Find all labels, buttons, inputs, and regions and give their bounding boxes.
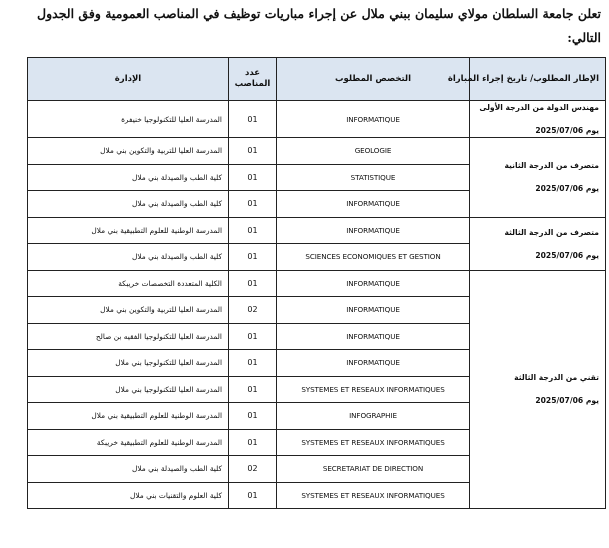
exam-date: يوم 2025/07/06 — [535, 250, 599, 260]
post-count-cell: 01 — [229, 403, 277, 430]
recruitment-table — [27, 57, 606, 509]
administration-cell: المدرسة الوطنية للعلوم التطبيقية بني ملال — [28, 403, 229, 430]
administration-cell: المدرسة العليا للتربية والتكوين بني ملال — [28, 138, 229, 165]
specialty-cell: SYSTEMES ET RESEAUX INFORMATIQUES — [277, 482, 470, 509]
frame-date-cell — [470, 138, 606, 218]
header-count-line-1: عدد — [244, 68, 261, 78]
post-count-cell: 01 — [229, 270, 277, 297]
announcement-intro — [26, 2, 601, 50]
table-row — [28, 101, 606, 138]
post-count-cell: 02 — [229, 297, 277, 324]
table-body — [28, 101, 606, 509]
table-row — [28, 270, 606, 297]
post-count-cell: 01 — [229, 138, 277, 165]
specialty-cell: SECRETARIAT DE DIRECTION — [277, 456, 470, 483]
header-count-line-2: المناصب — [234, 79, 271, 89]
header-specialty: التخصص المطلوب — [277, 58, 470, 101]
frame-date-cell — [470, 270, 606, 509]
administration-cell: المدرسة العليا للتربية والتكوين بني ملال — [28, 297, 229, 324]
header-post-count — [229, 58, 277, 101]
job-grade: متصرف من الدرجة الثالثة — [504, 227, 599, 237]
specialty-cell: STATISTIQUE — [277, 164, 470, 191]
header-frame-date: الإطار المطلوب/ تاريخ إجراء المباراة — [470, 58, 606, 101]
administration-cell: المدرسة العليا للتكنولوجيا الفقيه بن صالح — [28, 323, 229, 350]
administration-cell: المدرسة العليا للتكنولوجيا بني ملال — [28, 376, 229, 403]
specialty-cell: INFORMATIQUE — [277, 217, 470, 244]
specialty-cell: GEOLOGIE — [277, 138, 470, 165]
administration-cell: كلية الطب والصيدلة بني ملال — [28, 191, 229, 218]
job-grade: تقني من الدرجة الثالثة — [514, 373, 599, 383]
header-administration: الإدارة — [28, 58, 229, 101]
specialty-cell: INFOGRAPHIE — [277, 403, 470, 430]
table-row — [28, 138, 606, 165]
administration-cell: المدرسة العليا للتكنولوجيا خنيفرة — [28, 101, 229, 138]
post-count-cell: 01 — [229, 350, 277, 377]
administration-cell: المدرسة الوطنية للعلوم التطبيقية بني ملال — [28, 217, 229, 244]
frame-date-cell — [470, 217, 606, 270]
specialty-cell: INFORMATIQUE — [277, 350, 470, 377]
announcement-line-2: التالي: — [567, 30, 601, 45]
post-count-cell: 01 — [229, 376, 277, 403]
post-count-cell: 01 — [229, 191, 277, 218]
announcement-line-1: تعلن جامعة السلطان مولاي سليمان ببني ملال عن إجراء مباريات توظيف في المناصب العمومية وفق الجدول — [37, 6, 601, 21]
frame-date-cell — [470, 101, 606, 138]
post-count-cell: 01 — [229, 101, 277, 138]
specialty-cell: INFORMATIQUE — [277, 297, 470, 324]
post-count-cell: 02 — [229, 456, 277, 483]
job-grade: متصرف من الدرجة الثانية — [504, 161, 599, 171]
specialty-cell: SCIENCES ECONOMIQUES ET GESTION — [277, 244, 470, 271]
specialty-cell: INFORMATIQUE — [277, 101, 470, 138]
administration-cell: كلية العلوم والتقنيات بني ملال — [28, 482, 229, 509]
administration-cell: كلية الطب والصيدلة بني ملال — [28, 164, 229, 191]
exam-date: يوم 2025/07/06 — [535, 396, 599, 406]
administration-cell: كلية الطب والصيدلة بني ملال — [28, 244, 229, 271]
post-count-cell: 01 — [229, 429, 277, 456]
specialty-cell: SYSTEMES ET RESEAUX INFORMATIQUES — [277, 429, 470, 456]
table-header — [28, 58, 606, 101]
specialty-cell: INFORMATIQUE — [277, 191, 470, 218]
specialty-cell: SYSTEMES ET RESEAUX INFORMATIQUES — [277, 376, 470, 403]
exam-date: يوم 2025/07/06 — [535, 184, 599, 194]
table-row — [28, 217, 606, 244]
specialty-cell: INFORMATIQUE — [277, 323, 470, 350]
administration-cell: الكلية المتعددة التخصصات خريبكة — [28, 270, 229, 297]
administration-cell: كلية الطب والصيدلة بني ملال — [28, 456, 229, 483]
job-grade: مهندس الدولة من الدرجة الأولى — [479, 103, 599, 112]
post-count-cell: 01 — [229, 482, 277, 509]
header-row — [28, 58, 606, 101]
post-count-cell: 01 — [229, 244, 277, 271]
administration-cell: المدرسة العليا للتكنولوجيا بني ملال — [28, 350, 229, 377]
specialty-cell: INFORMATIQUE — [277, 270, 470, 297]
post-count-cell: 01 — [229, 164, 277, 191]
post-count-cell: 01 — [229, 323, 277, 350]
post-count-cell: 01 — [229, 217, 277, 244]
exam-date: يوم 2025/07/06 — [535, 126, 599, 135]
administration-cell: المدرسة الوطنية للعلوم التطبيقية خريبكة — [28, 429, 229, 456]
